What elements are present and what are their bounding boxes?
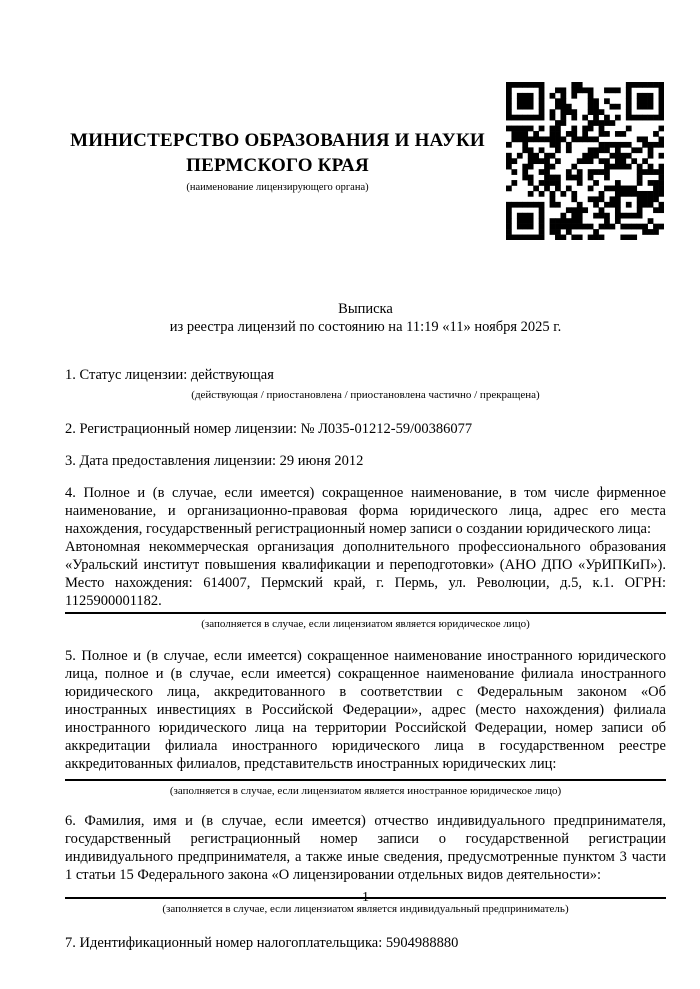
item-license-status [65, 366, 666, 402]
ministry-name-line1: МИНИСТЕРСТВО ОБРАЗОВАНИЯ И НАУКИ [70, 130, 485, 151]
foreign-entity-label: 5. Полное и (в случае, если имеется) сокращенное наименование иностранного юридического лица, полное и (в случае, если имеется) сокращенное наименование филиала иностранного юридического лица, аккредитованного в соответствии с Федеральным законом «Об иностранных инвестициях в Российской Федерации», адрес (место нахождения) филиала иностранного юридического лица на территории Российской Федерации, номер записи об аккредитации филиала иностранного юридического лица в государственном реестре аккредитованных филиалов, представительств иностранных юридических лиц: [65, 648, 666, 772]
grant-date-text: 3. Дата предоставления лицензии: 29 июня 2012 [65, 453, 364, 469]
item-legal-entity [65, 484, 666, 631]
licensing-authority-block [65, 128, 490, 194]
document-title-block [65, 300, 666, 336]
item-taxpayer-number [65, 934, 666, 953]
license-status-caption: (действующая / приостановлена / приостановлена частично / прекращена) [191, 389, 540, 401]
item-grant-date [65, 452, 666, 471]
item-foreign-entity [65, 647, 666, 798]
page-number: 1 [362, 890, 369, 905]
taxpayer-number-text: 7. Идентификационный номер налогоплательщика: 5904988880 [65, 935, 459, 951]
document-header [65, 0, 666, 240]
individual-entrepreneur-caption: (заполняется в случае, если лицензиатом является индивидуальный предприниматель) [162, 903, 569, 915]
individual-entrepreneur-label: 6. Фамилия, имя и (в случае, если имеется) отчество индивидуального предпринимателя, государственный регистрационный номер записи о государственной регистрации индивидуального предпринимателя, а также иные сведения, предусмотренные пунктом 3 части 1 статьи 15 Федерального закона «О лицензировании отдельных видов деятельности»: [65, 813, 666, 883]
document-title: Выписка [338, 301, 393, 317]
fill-line-foreign-entity [65, 779, 666, 781]
document-content [65, 0, 666, 953]
legal-entity-caption: (заполняется в случае, если лицензиатом является юридическое лицо) [201, 618, 530, 630]
license-status-text: 1. Статус лицензии: действующая [65, 367, 274, 383]
ministry-name-caption: (наименование лицензирующего органа) [186, 182, 369, 193]
legal-entity-label: 4. Полное и (в случае, если имеется) сокращенное наименование, в том числе фирменное наименование, и организационно-правовая форма юридического лица, адрес его места нахождения, государственный регистрационный номер записи о создании юридического лица: [65, 485, 666, 537]
fill-line-legal-entity [65, 612, 666, 614]
item-registration-number [65, 420, 666, 439]
document-subtitle: из реестра лицензий по состоянию на 11:19 «11» ноября 2025 г. [169, 319, 562, 335]
foreign-entity-caption: (заполняется в случае, если лицензиатом является иностранное юридическое лицо) [169, 785, 562, 797]
registration-number-text: 2. Регистрационный номер лицензии: № Л035-01212-59/00386077 [65, 421, 473, 437]
legal-entity-value: Автономная некоммерческая организация дополнительного профессионального образования «Уральский институт повышения квалификации и переподготовки» (АНО ДПО «УрИПКиП»). Место нахождения: 614007, Пермский край, г. Пермь, ул. Революции, д.5, к.1. ОГРН: 1125900001182. [65, 539, 666, 609]
ministry-name-line2: ПЕРМСКОГО КРАЯ [186, 155, 369, 176]
qr-code-icon [506, 82, 664, 240]
